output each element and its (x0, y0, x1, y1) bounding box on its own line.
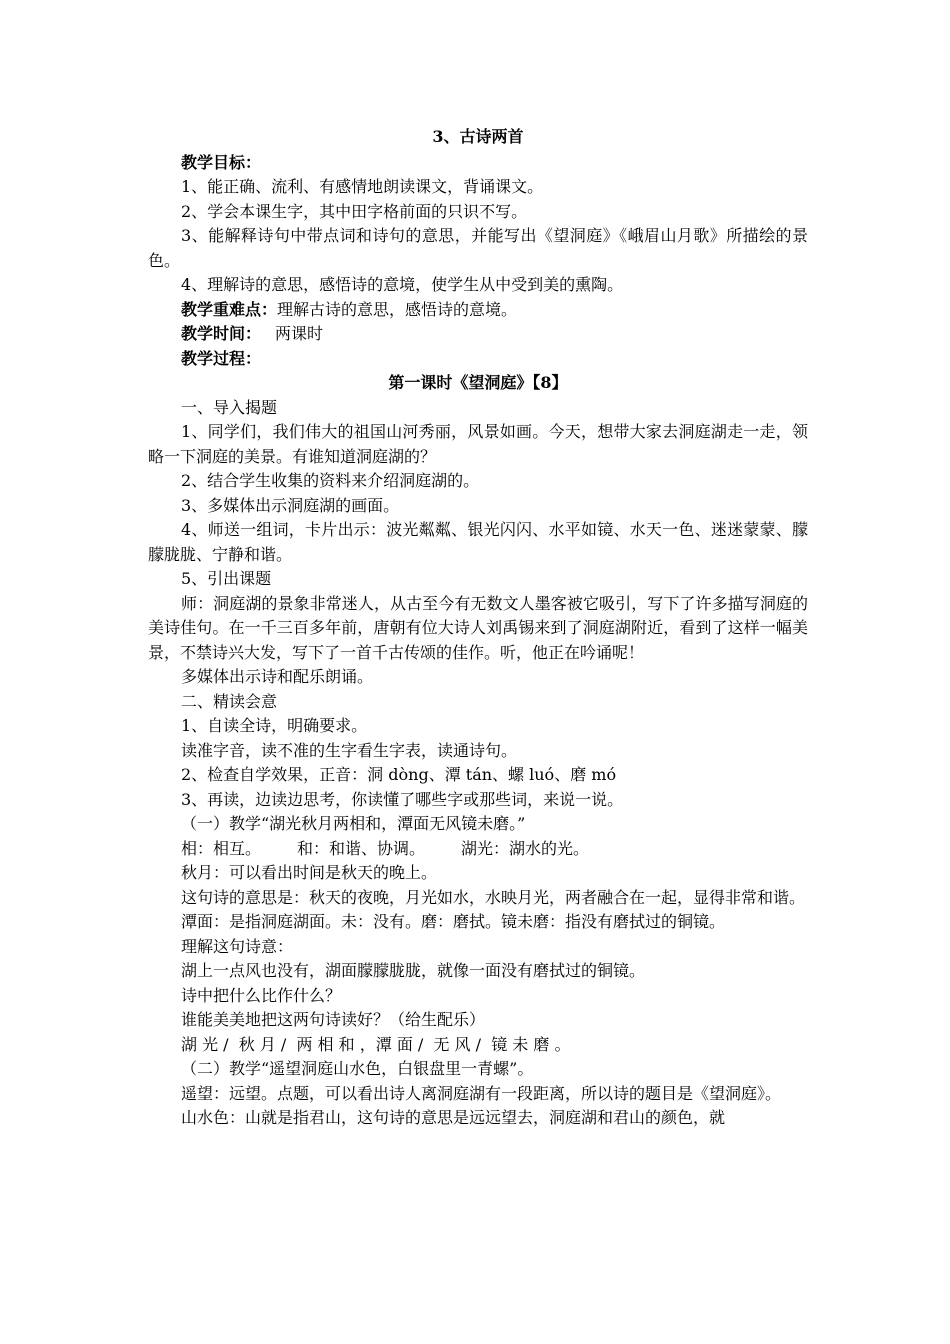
definition-line (148, 837, 808, 862)
objective-item: 3、能解释诗句中带点词和诗句的意思，并能写出《望洞庭》《峨眉山月歌》所描绘的景色。 (148, 226, 808, 270)
time-label: 教学时间： (181, 324, 262, 343)
paragraph: 潭面：是指洞庭湖面。未：没有。磨：磨拭。镜未磨：指没有磨拭过的铜镜。 (181, 912, 726, 931)
paragraph: 理解这句诗意： (181, 936, 294, 956)
paragraph: 1、同学们，我们伟大的祖国山河秀丽，风景如画。今天，想带大家去洞庭湖走一走，领略一下洞庭的美景。有谁知道洞庭湖的？ (148, 422, 808, 466)
paragraph: 2、结合学生收集的资料来介绍洞庭湖的。 (181, 471, 480, 490)
paragraph: 湖上一点风也没有，湖面朦朦胧胧，就像一面没有磨拭过的铜镜。 (181, 961, 646, 980)
paragraph: 诗中把什么比作什么？ (181, 985, 342, 1005)
paragraph: 3、再读，边读边思考，你读懂了哪些字或那些词，来说一说。 (181, 789, 624, 809)
objective-item: 2、学会本课生字，其中田字格前面的只识不写。 (181, 201, 528, 221)
section-heading: 一、导入揭题 (181, 397, 278, 417)
objective-item: 1、能正确、流利、有感情地朗读课文，背诵课文。 (181, 177, 544, 196)
paragraph: 师：洞庭湖的景象非常迷人，从古至今有无数文人墨客被它吸引，写下了许多描写洞庭的美诗佳句。在一千三百多年前，唐朝有位大诗人刘禹锡来到了洞庭湖附近，看到了这样一幅美景，不禁诗兴大发，写下了一首千古传颂的佳作。听，他正在吟诵呢！ (148, 593, 808, 662)
keypoints-text: 理解古诗的意思，感悟诗的意境。 (277, 299, 518, 319)
paragraph: 3、多媒体出示洞庭湖的画面。 (181, 495, 400, 515)
paragraph: 读准字音，读不准的生字看生字表，读通诗句。 (181, 740, 518, 760)
time-text: 两课时 (275, 324, 324, 343)
document-page (148, 125, 808, 1131)
document-title: 3、古诗两首 (432, 127, 524, 146)
paragraph: 遥望：远望。点题，可以看出诗人离洞庭湖有一段距离，所以诗的题目是《望洞庭》。 (181, 1083, 782, 1103)
paragraph: 4、师送一组词，卡片出示：波光粼粼、银光闪闪、水平如镜、水天一色、迷迷蒙蒙、朦朦胧胧、宁静和谐。 (148, 520, 808, 564)
subsection-heading: （二）教学“遥望洞庭山水色，白银盘里一青螺”。 (181, 1059, 534, 1078)
paragraph: 这句诗的意思是：秋天的夜晚，月光如水，水映月光，两者融合在一起，显得非常和谐。 (181, 887, 806, 907)
definition: 相：相互。 (181, 838, 262, 858)
keypoints-label: 教学重难点： (181, 299, 278, 319)
keypoints-line (148, 298, 808, 323)
paragraph: 1、自读全诗，明确要求。 (181, 716, 368, 735)
objective-item: 4、理解诗的意思，感悟诗的意境，使学生从中受到美的熏陶。 (181, 275, 624, 294)
subsection-heading: （一）教学“湖光秋月两相和，潭面无风镜未磨。” (181, 814, 526, 833)
paragraph: 多媒体出示诗和配乐朗诵。 (181, 667, 374, 686)
section-heading: 二、精读会意 (181, 691, 278, 711)
lesson-title: 第一课时《望洞庭》【8】 (388, 373, 568, 392)
poem-rhythm-line: 湖 光 / 秋 月 / 两 相 和 ，潭 面 / 无 风 / 镜 未 磨 。 (181, 1034, 571, 1054)
paragraph: 谁能美美地把这两句诗读好？（给生配乐） (181, 1010, 486, 1029)
paragraph: 山水色：山就是指君山，这句诗的意思是远远望去，洞庭湖和君山的颜色，就 (181, 1108, 726, 1127)
objectives-heading: 教学目标： (181, 152, 262, 172)
paragraph: 2、检查自学效果，正音：洞 dòng、潭 tán、螺 luó、磨 mó (181, 765, 617, 784)
time-line (148, 322, 808, 347)
process-heading: 教学过程： (181, 348, 262, 368)
definition: 和：和谐、协调。 (297, 838, 426, 858)
definition: 湖光：湖水的光。 (461, 838, 590, 858)
paragraph: 5、引出课题 (181, 569, 272, 588)
paragraph: 秋月：可以看出时间是秋天的晚上。 (181, 863, 438, 882)
